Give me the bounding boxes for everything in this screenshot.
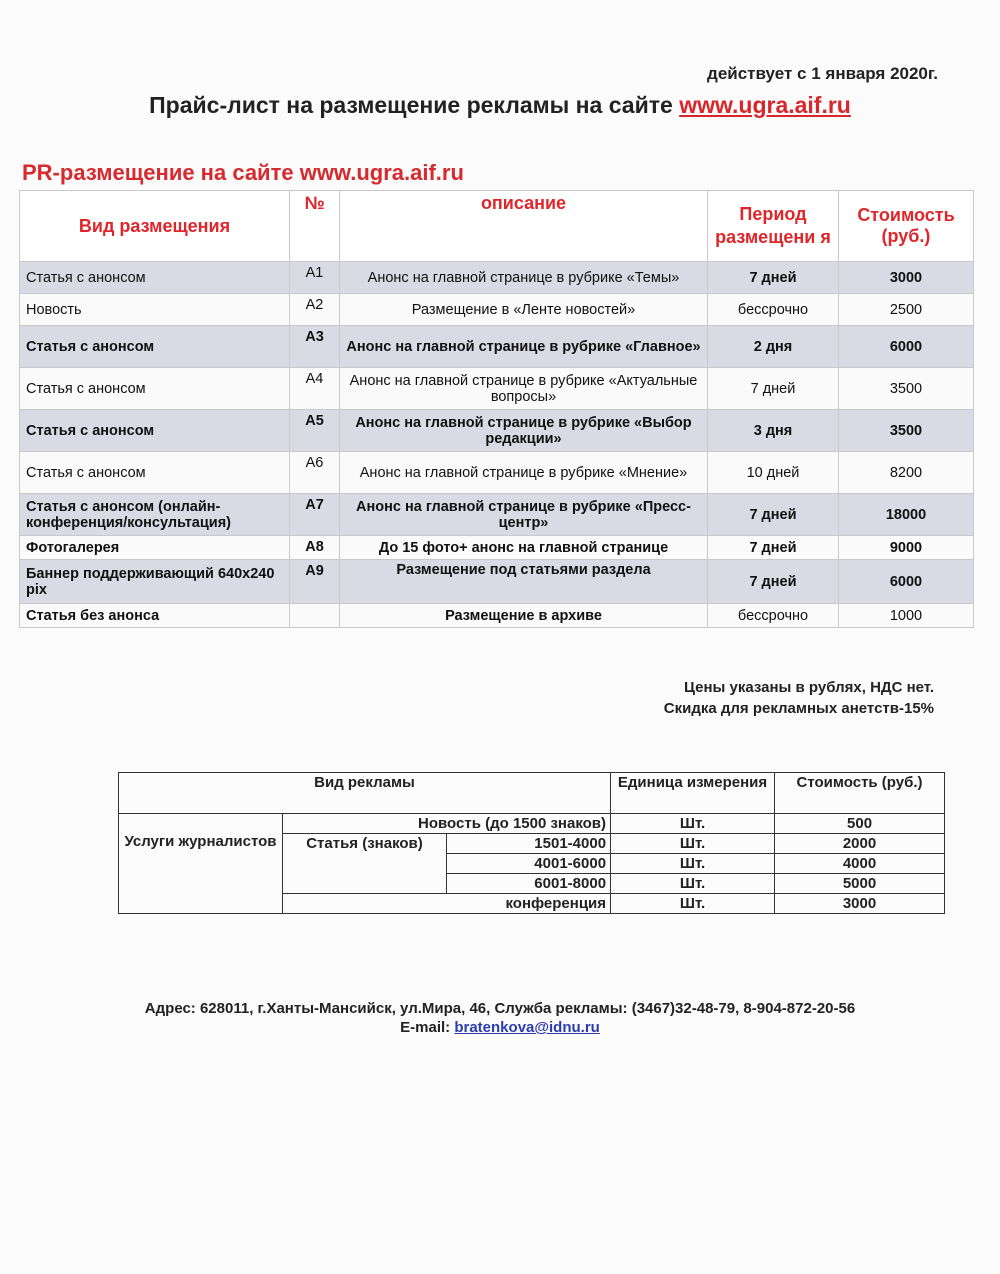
row-period: бессрочно <box>708 604 839 628</box>
row-description: Размещение в «Ленте новостей» <box>340 294 708 326</box>
table-row <box>20 560 974 604</box>
pr-price-table <box>19 190 974 628</box>
article-label: Статья (знаков) <box>283 834 447 894</box>
row-type: Статья без анонса <box>20 604 290 628</box>
row-description: Анонс на главной странице в рубрике «Темы» <box>340 262 708 294</box>
email-link[interactable]: bratenkova@idnu.ru <box>454 1019 600 1036</box>
row-description: До 15 фото+ анонс на главной странице <box>340 536 708 560</box>
journalist-table-header <box>119 773 945 814</box>
row-period: 7 дней <box>708 560 839 604</box>
table-row <box>20 452 974 494</box>
col-header-period: Период размещени я <box>708 191 839 262</box>
row-label: 1501-4000 <box>447 834 611 854</box>
row-description: Анонс на главной странице в рубрике «Главное» <box>340 326 708 368</box>
row-type: Статья с анонсом <box>20 262 290 294</box>
row-description: Анонс на главной странице в рубрике «Пресс-центр» <box>340 494 708 536</box>
row-number: А3 <box>290 326 340 368</box>
row-number: А2 <box>290 294 340 326</box>
row-price: 2000 <box>775 834 945 854</box>
site-link[interactable]: www.ugra.aif.ru <box>679 92 851 118</box>
row-period: 2 дня <box>708 326 839 368</box>
row-number: А9 <box>290 560 340 604</box>
row-price: 1000 <box>839 604 974 628</box>
col-header-ad-type: Вид рекламы <box>119 773 611 814</box>
row-unit: Шт. <box>611 874 775 894</box>
row-price: 2500 <box>839 294 974 326</box>
row-period: 10 дней <box>708 452 839 494</box>
row-price: 5000 <box>775 874 945 894</box>
row-unit: Шт. <box>611 814 775 834</box>
row-label: конференция <box>283 894 611 914</box>
row-price: 4000 <box>775 854 945 874</box>
row-period: 7 дней <box>708 536 839 560</box>
email-label: E-mail: <box>400 1019 451 1036</box>
row-price: 8200 <box>839 452 974 494</box>
col-header-number: № <box>290 191 340 262</box>
row-period: бессрочно <box>708 294 839 326</box>
row-unit: Шт. <box>611 834 775 854</box>
row-price: 3500 <box>839 410 974 452</box>
vat-note: Цены указаны в рублях, НДС нет. <box>684 679 934 696</box>
col-header-type: Вид размещения <box>20 191 290 262</box>
footer-contacts <box>0 999 1000 1037</box>
table-row <box>119 814 945 834</box>
row-price: 3000 <box>775 894 945 914</box>
row-price: 9000 <box>839 536 974 560</box>
row-label: 4001-6000 <box>447 854 611 874</box>
table-row <box>20 262 974 294</box>
row-number: А5 <box>290 410 340 452</box>
row-type: Фотогалерея <box>20 536 290 560</box>
row-type: Статья с анонсом (онлайн-конференция/консультация) <box>20 494 290 536</box>
row-period: 3 дня <box>708 410 839 452</box>
row-type: Статья с анонсом <box>20 368 290 410</box>
row-type: Статья с анонсом <box>20 410 290 452</box>
pr-table-header <box>20 191 974 262</box>
row-number: А7 <box>290 494 340 536</box>
row-type: Статья с анонсом <box>20 452 290 494</box>
row-price: 18000 <box>839 494 974 536</box>
row-description: Анонс на главной странице в рубрике «Мнение» <box>340 452 708 494</box>
email-line <box>0 1018 1000 1037</box>
table-row <box>20 326 974 368</box>
row-description: Анонс на главной странице в рубрике «Выбор редакции» <box>340 410 708 452</box>
table-row <box>20 494 974 536</box>
table-row <box>20 536 974 560</box>
pr-section-heading: PR-размещение на сайте www.ugra.aif.ru <box>22 160 464 185</box>
row-number: А4 <box>290 368 340 410</box>
row-number <box>290 604 340 628</box>
effective-date: действует с 1 января 2020г. <box>707 64 938 83</box>
row-description: Размещение под статьями раздела <box>340 560 708 604</box>
row-type: Новость <box>20 294 290 326</box>
row-price: 3500 <box>839 368 974 410</box>
row-period: 7 дней <box>708 494 839 536</box>
group-label: Услуги журналистов <box>119 814 283 914</box>
journalist-services-table <box>118 772 945 914</box>
page-title <box>0 92 1000 119</box>
price-notes <box>664 677 934 719</box>
table-row <box>20 294 974 326</box>
row-label: Новость (до 1500 знаков) <box>283 814 611 834</box>
discount-note: Скидка для рекламных анетств-15% <box>663 700 934 717</box>
row-type: Баннер поддерживающий 640x240 pix <box>20 560 290 604</box>
row-unit: Шт. <box>611 894 775 914</box>
col-header-cost: Стоимость (руб.) <box>775 773 945 814</box>
address-line: Адрес: 628011, г.Ханты-Мансийск, ул.Мира, 46, Служба рекламы: (3467)32-48-79, 8-904-872-20-56 <box>144 1000 856 1017</box>
row-price: 3000 <box>839 262 974 294</box>
table-row <box>20 368 974 410</box>
row-unit: Шт. <box>611 854 775 874</box>
row-number: А1 <box>290 262 340 294</box>
row-description: Размещение в архиве <box>340 604 708 628</box>
row-price: 6000 <box>839 326 974 368</box>
col-header-price: Стоимость (руб.) <box>839 191 974 262</box>
row-number: А6 <box>290 452 340 494</box>
table-row <box>20 410 974 452</box>
col-header-description: описание <box>340 191 708 262</box>
row-period: 7 дней <box>708 368 839 410</box>
row-period: 7 дней <box>708 262 839 294</box>
row-type: Статья с анонсом <box>20 326 290 368</box>
col-header-unit: Единица измерения <box>611 773 775 814</box>
page-title-text: Прайс-лист на размещение рекламы на сайте <box>149 92 673 118</box>
row-price: 6000 <box>839 560 974 604</box>
row-number: А8 <box>290 536 340 560</box>
table-row <box>20 604 974 628</box>
row-description: Анонс на главной странице в рубрике «Актуальные вопросы» <box>340 368 708 410</box>
row-price: 500 <box>775 814 945 834</box>
row-label: 6001-8000 <box>447 874 611 894</box>
